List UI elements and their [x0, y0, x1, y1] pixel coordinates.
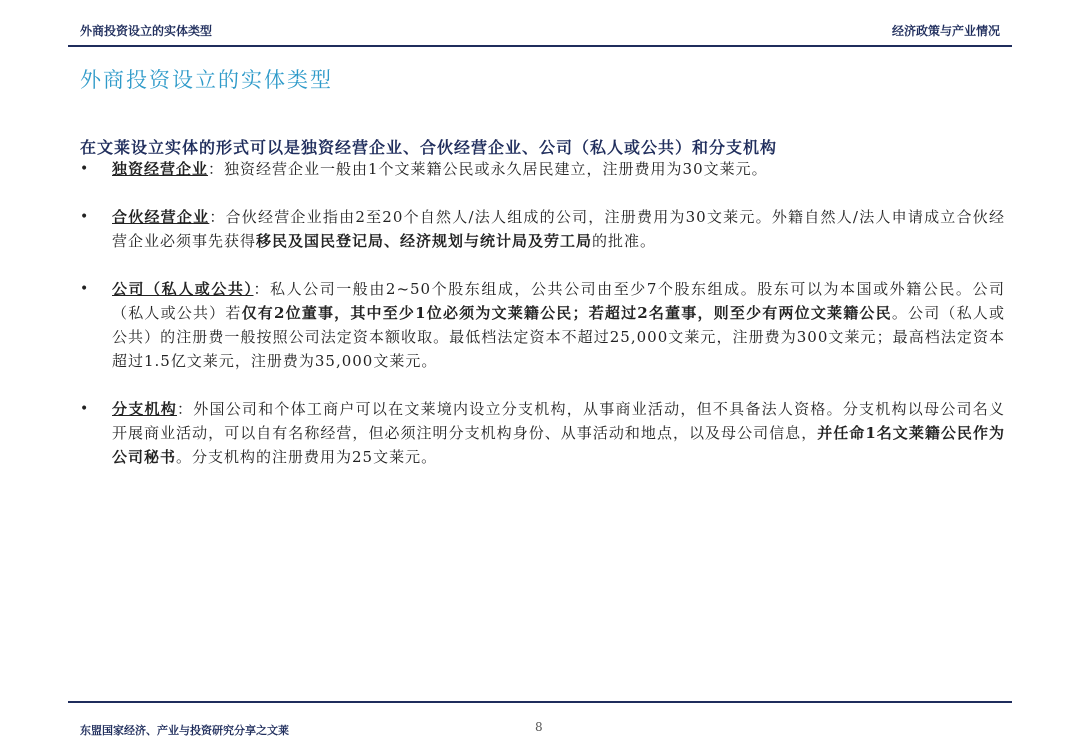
bullet-dot-icon: • [80, 209, 90, 225]
entity-desc: ：独资经营企业一般由1个文莱籍公民或永久居民建立，注册费用为30文莱元。 [208, 160, 768, 178]
entity-desc: 。公司（私人或公共）的注册费一般按照公司法定资本额收取。最低档法定资本不超过25,000文莱元，注册费为300文莱元；最高档法定资本超过1.5亿文莱元，注册费为35,000文莱元。 [112, 304, 1005, 370]
entity-term: 公司（私人或公共） [112, 280, 254, 298]
bullet-dot-icon: • [80, 161, 90, 177]
entity-desc: ：私人公司一般由2~50个股东组成，公共公司由至少7个股东组成。股东可以为本国或外籍公民。公司（私人或公共）若 [112, 280, 1005, 322]
entity-item-company [80, 277, 1005, 373]
entity-item-partnership [80, 205, 1005, 253]
header-section-title: 外商投资设立的实体类型 [80, 24, 213, 38]
page-number: 8 [535, 720, 543, 734]
bullet-dot-icon: • [80, 281, 90, 297]
entity-term: 合伙经营企业 [112, 208, 210, 226]
entity-term: 独资经营企业 [112, 160, 209, 178]
entity-desc: ：合伙经营企业指由2至20个自然人/法人组成的公司，注册费用为30文莱元。外籍自然人/法人申请成立合伙经营企业必须事先获得 [112, 208, 1005, 250]
entity-desc-emphasis: 并任命1名文莱籍公民作为公司秘书 [112, 424, 1005, 466]
entity-type-list [80, 157, 1005, 493]
entity-desc: ：外国公司和个体工商户可以在文莱境内设立分支机构，从事商业活动，但不具备法人资格。分支机构以母公司名义开展商业活动，可以自有名称经营，但必须注明分支机构身份、从事活动和地点，以及母公司信息， [112, 400, 1005, 442]
bullet-dot-icon: • [80, 401, 90, 417]
entity-term: 分支机构 [112, 400, 177, 418]
entity-desc-emphasis: 移民及国民登记局、经济规划与统计局及劳工局 [256, 232, 593, 250]
entity-desc: 的批准。 [592, 232, 657, 250]
entity-item-branch [80, 397, 1005, 469]
header-report-title: 经济政策与产业情况 [891, 24, 1000, 38]
entity-desc: 。分支机构的注册费用为25文莱元。 [176, 448, 438, 466]
page-title: 外商投资设立的实体类型 [80, 68, 333, 92]
page-subtitle: 在文莱设立实体的形式可以是独资经营企业、合伙经营企业、公司（私人或公共）和分支机构 [80, 138, 778, 157]
header-divider [68, 45, 1012, 47]
entity-item-sole-proprietorship [80, 157, 1005, 181]
footer-divider [68, 701, 1012, 703]
entity-desc-emphasis: 仅有2位董事，其中至少1位必须为文莱籍公民；若超过2名董事，则至少有两位文莱籍公民 [241, 304, 892, 322]
footer-report-name: 东盟国家经济、产业与投资研究分享之文莱 [80, 724, 289, 737]
